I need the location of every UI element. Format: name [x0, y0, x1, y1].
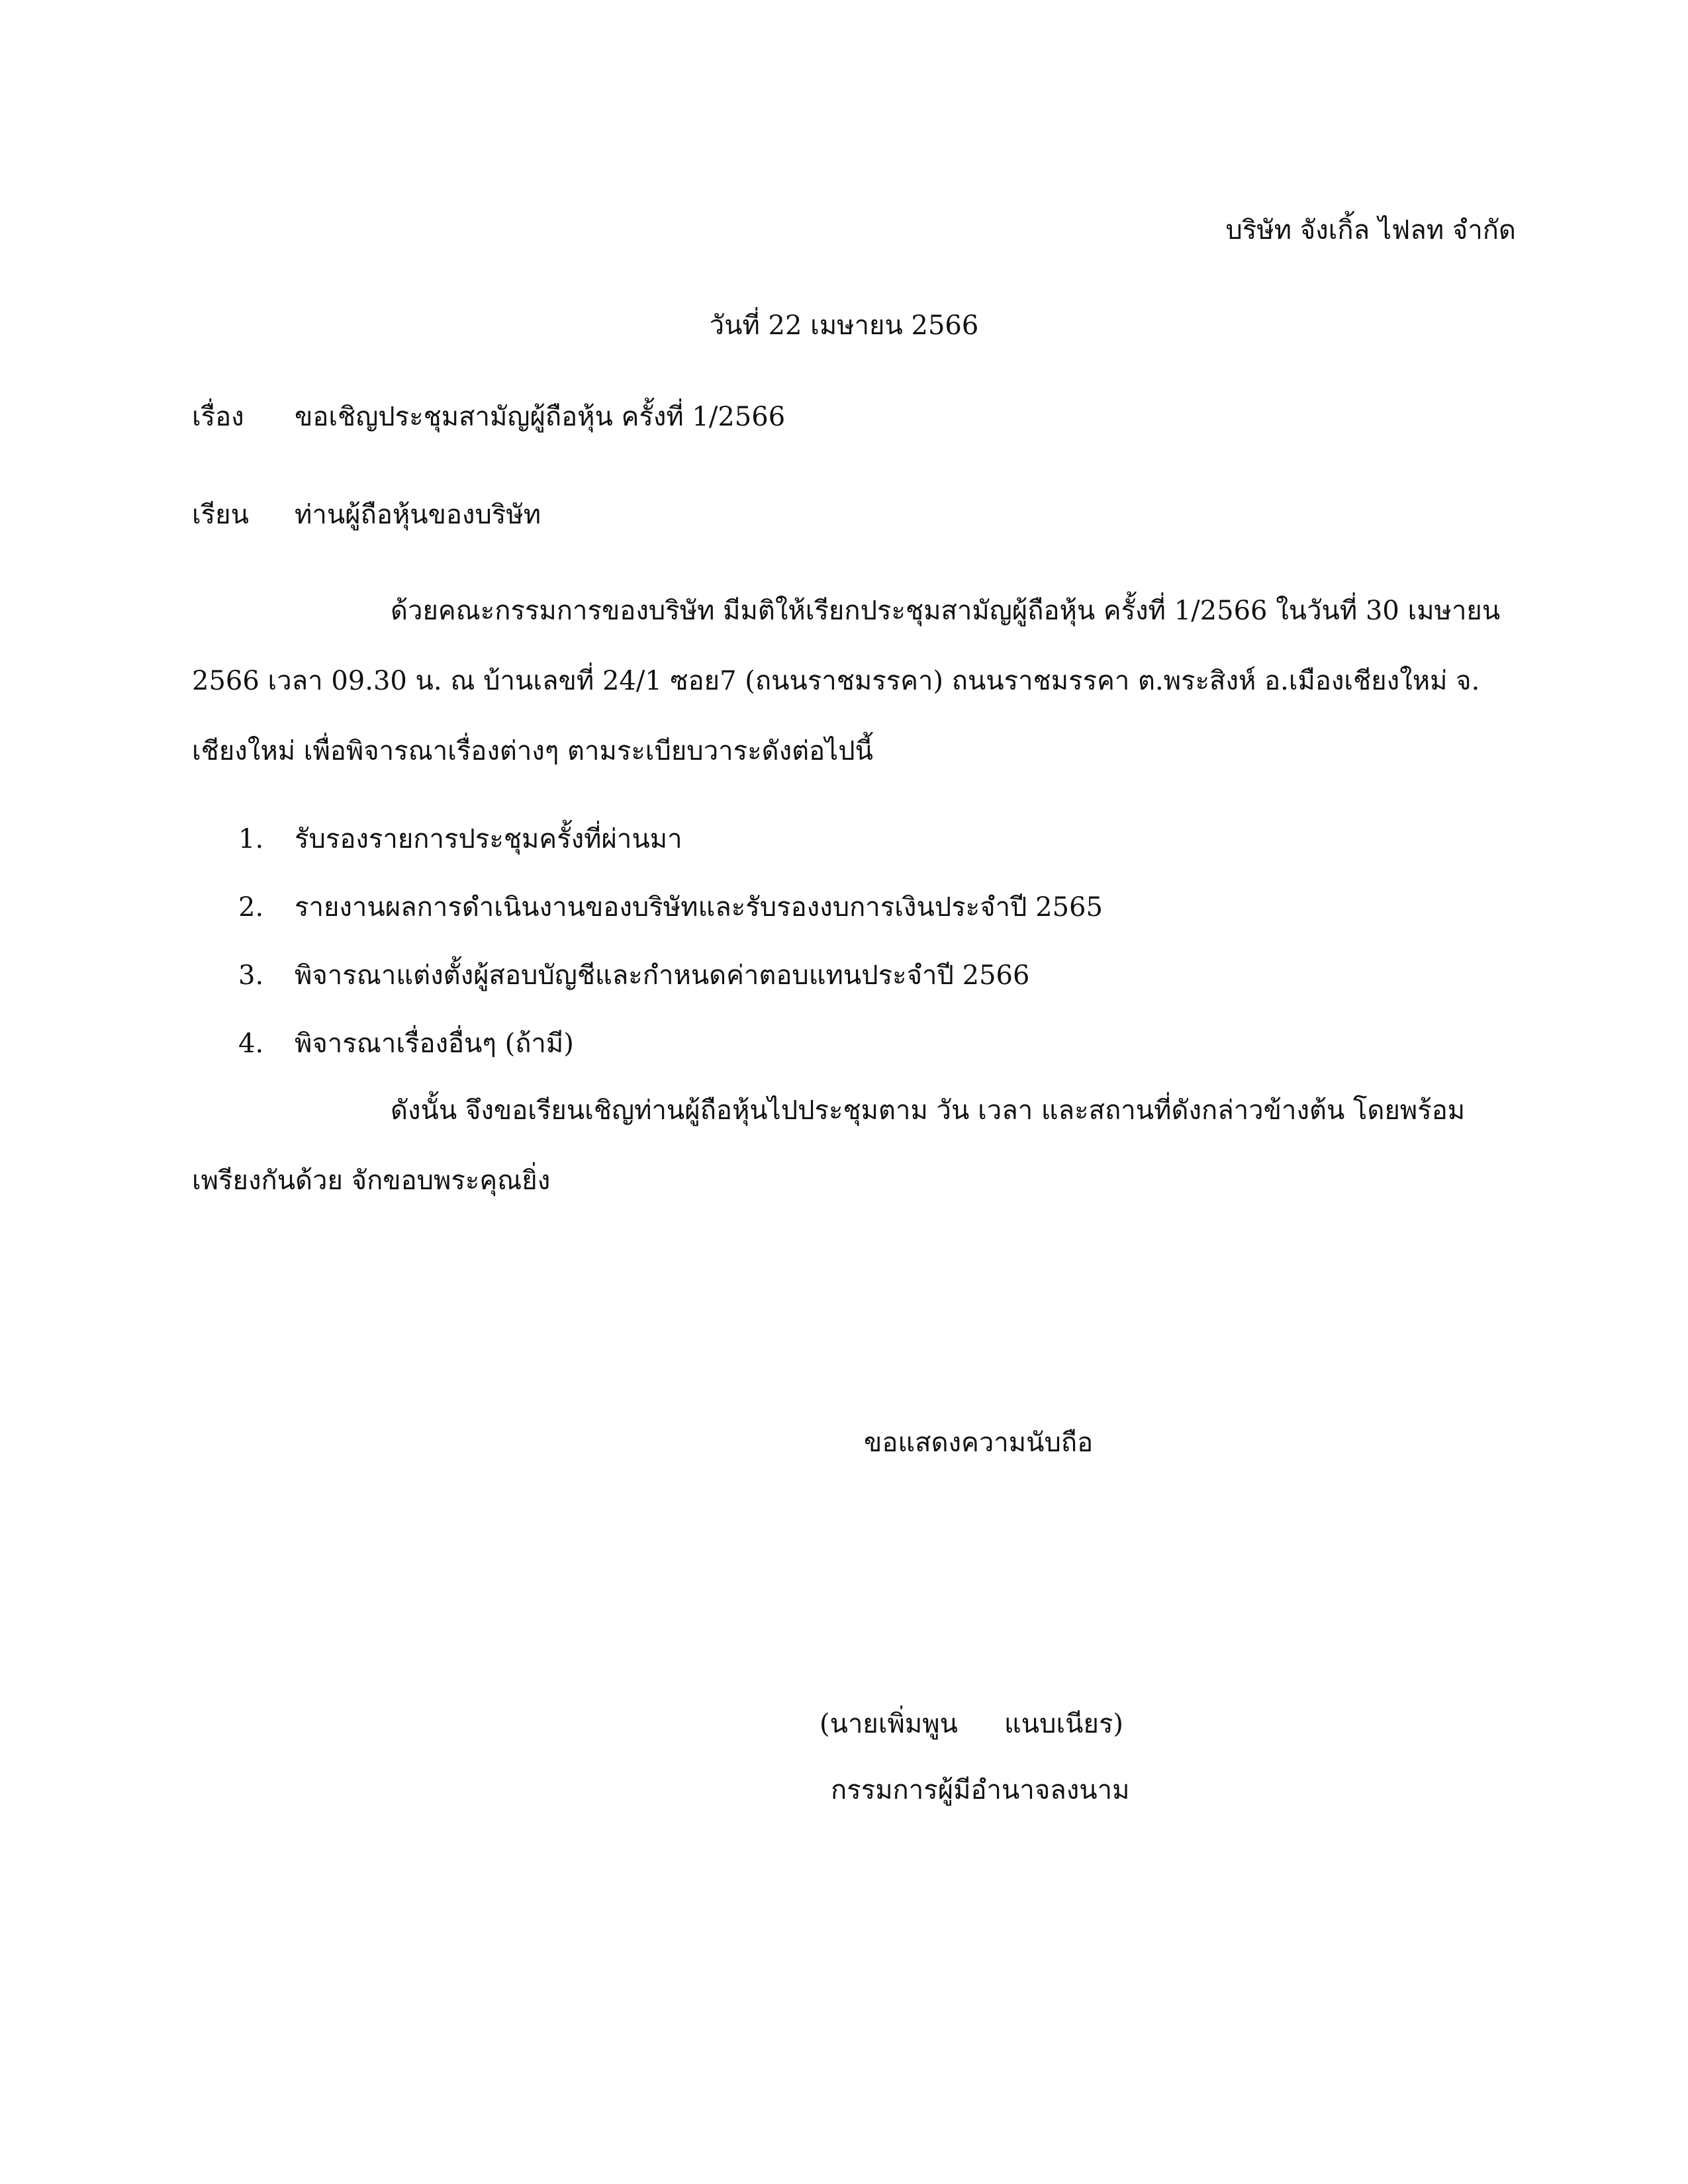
- body-line: 2566 เวลา 09.30 น. ณ บ้านเลขที่ 24/1 ซอย7 (ถนนราชมรรคา) ถนนราชมรรคา ต.พระสิงห์ อ.เมืองเชียงใหม่ จ.: [192, 666, 1480, 696]
- recipient-text: ท่านผู้ถือหุ้นของบริษัท: [295, 500, 541, 530]
- subject-text: ขอเชิญประชุมสามัญผู้ถือหุ้น ครั้งที่ 1/2566: [295, 402, 786, 432]
- agenda-text: พิจารณาแต่งตั้งผู้สอบบัญชีและกำหนดค่าตอบแทนประจำปี 2566: [295, 960, 1030, 991]
- agenda-text: รับรองรายการประชุมครั้งที่ผ่านมา: [295, 824, 682, 854]
- agenda-item: [238, 887, 1103, 956]
- recipient-label: เรียน: [192, 500, 249, 530]
- body-line: ดังนั้น จึงขอเรียนเชิญท่านผู้ถือหุ้นไปประชุมตาม วัน เวลา และสถานที่ดังกล่าวข้างต้น โดยพร้อม: [391, 1095, 1466, 1126]
- signer-last-name: แนบเนียร): [1004, 1709, 1124, 1739]
- agenda-number: 1.: [238, 824, 264, 854]
- subject-label: เรื่อง: [192, 402, 244, 432]
- body-line: ด้วยคณะกรรมการของบริษัท มีมติให้เรียกประชุมสามัญผู้ถือหุ้น ครั้งที่ 1/2566 ในวันที่ 30 เมษายน: [391, 596, 1501, 626]
- closing-salutation: ขอแสดงความนับถือ: [864, 1428, 1094, 1458]
- agenda-item: [238, 956, 1103, 1024]
- agenda-number: 2.: [238, 892, 264, 923]
- agenda-text: รายงานผลการดำเนินงานของบริษัทและรับรองงบการเงินประจำปี 2565: [295, 892, 1103, 923]
- body-paragraph-closing: [192, 1075, 1503, 1216]
- signer-name: [820, 1704, 1123, 1744]
- agenda-list: [238, 819, 1103, 1092]
- agenda-number: 4.: [238, 1028, 264, 1059]
- signer-first-name: (นายเพิ่มพูน: [820, 1709, 958, 1739]
- body-line: เพรียงกันด้วย จักขอบพระคุณยิ่ง: [192, 1165, 551, 1196]
- signer-title: กรรมการผู้มีอำนาจลงนาม: [831, 1775, 1130, 1805]
- company-name: บริษัท จังเกิ้ล ไฟลท จำกัด: [1225, 215, 1516, 246]
- agenda-item: [238, 819, 1103, 887]
- agenda-text: พิจารณาเรื่องอื่นๆ (ถ้ามี): [295, 1028, 574, 1059]
- agenda-number: 3.: [238, 960, 264, 991]
- letter-date: วันที่ 22 เมษายน 2566: [709, 310, 979, 341]
- body-paragraph-invitation: [192, 576, 1503, 786]
- body-line: เชียงใหม่ เพื่อพิจารณาเรื่องต่างๆ ตามระเบียบวาระดังต่อไปนี้: [192, 736, 873, 766]
